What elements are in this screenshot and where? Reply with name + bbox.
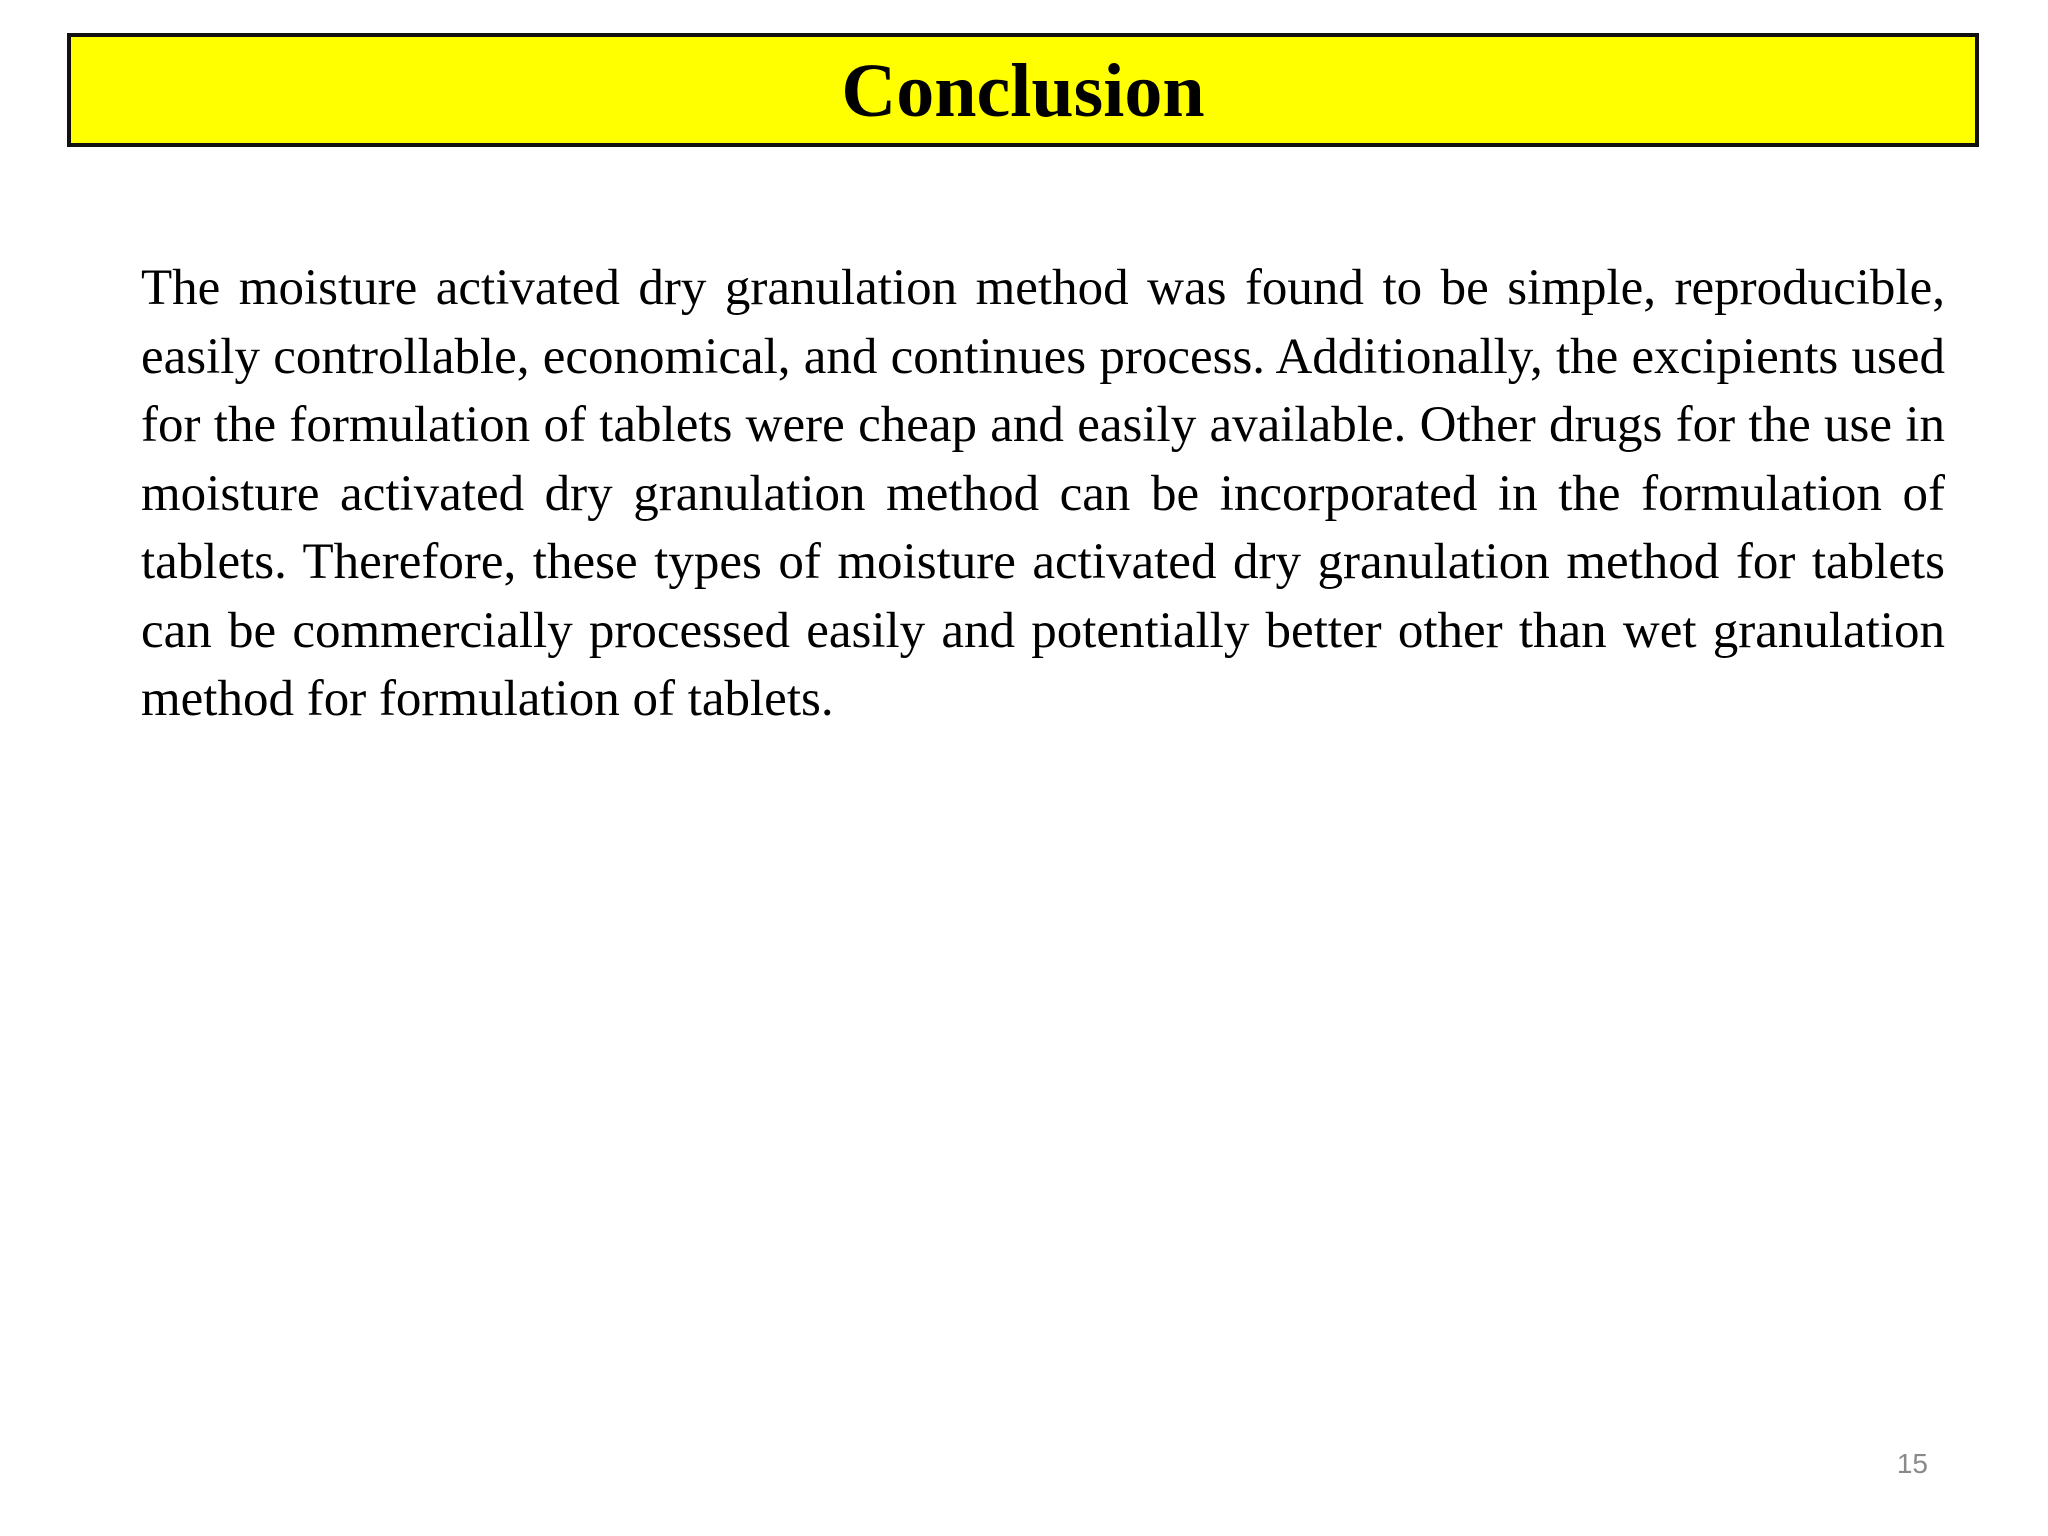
slide-title: Conclusion [841,49,1205,133]
page-number: 15 [1896,1448,1928,1479]
conclusion-paragraph: The moisture activated dry granulation method was found to be simple, reproducible, easily controllable, economical, and continues process. Additionally, the excipients used for the formulation of tablets were cheap and easily available. Other drugs for the use in moisture activated dry granulation method can be incorporated in the formulation of tablets. Therefore, these types of moisture activated dry granulation method for tablets can be commercially processed easily and potentially better other than wet granulation method for formulation of tablets. [141,260,1945,727]
title-banner [67,33,1979,147]
